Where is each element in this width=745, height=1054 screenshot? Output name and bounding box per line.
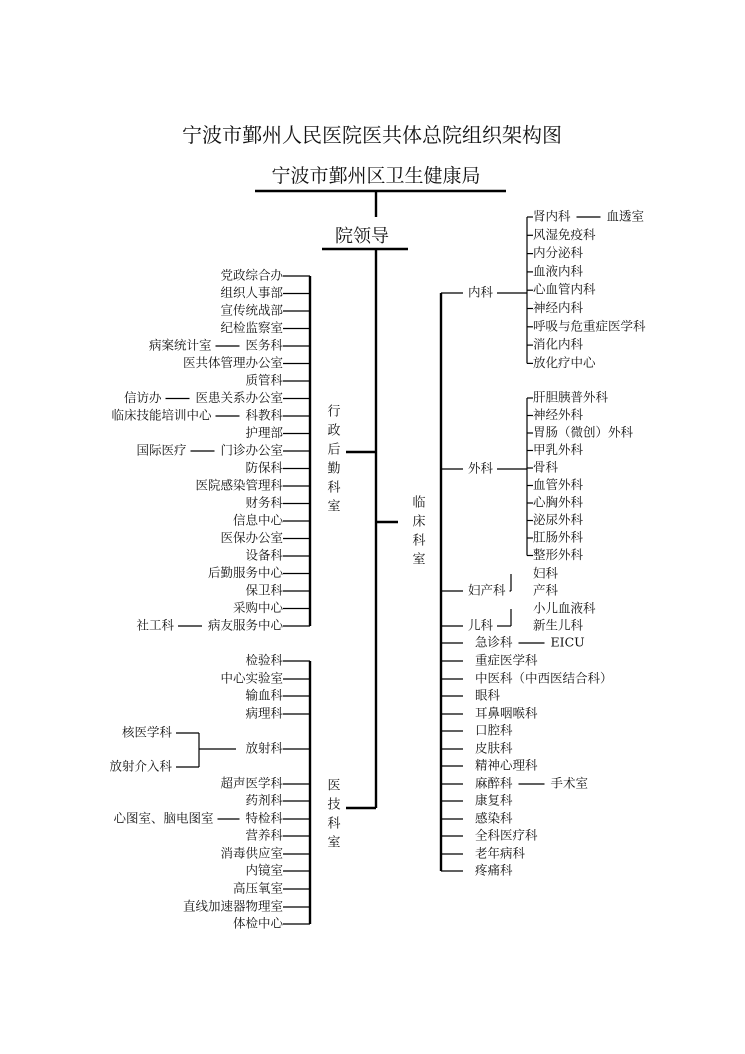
admin-item: 医保办公室 (220, 530, 283, 545)
tech-item: 检验科 (245, 652, 283, 668)
admin-item: 宣传统战部 (220, 302, 283, 318)
clinical-subitem: 血管外科 (533, 477, 584, 492)
clinical-item: 儿科 (468, 617, 494, 633)
tech-item: 病理科 (245, 705, 283, 721)
admin-item: 防保科 (245, 460, 283, 475)
tech-dept-label-char: 医 (327, 778, 341, 794)
clinical-item: 内科 (468, 284, 494, 300)
tech-item: 消毒供应室 (220, 845, 283, 861)
admin-item: 医共体管理办公室 (182, 355, 283, 370)
clinical-item: 外科 (468, 460, 494, 476)
tech-item: 体检中心 (232, 915, 283, 931)
clinical-subitem: 新生儿科 (533, 617, 584, 633)
tech-group-item: 放射介入科 (109, 758, 172, 774)
node-labels (109, 209, 646, 931)
admin-item: 设备科 (245, 547, 283, 563)
clinical-subitem: 妇科 (533, 565, 559, 581)
admin-side-item: 病案统计室 (148, 337, 212, 353)
admin-side-item: 社工科 (136, 617, 174, 633)
admin-item: 医患关系办公室 (195, 390, 283, 405)
clinical-item: 精神心理科 (475, 757, 538, 773)
admin-dept-label-char: 勤 (327, 461, 341, 477)
admin-item: 信息中心 (232, 512, 283, 528)
admin-item: 组织人事部 (220, 285, 283, 300)
leadership-label: 院领导 (335, 226, 389, 247)
clinical-subitem: 消化内科 (533, 336, 584, 352)
admin-item: 科教科 (245, 407, 283, 423)
clinical-item: 眼科 (475, 687, 501, 703)
admin-dept-label-char: 室 (327, 499, 341, 515)
admin-dept-label-char: 科 (327, 480, 341, 496)
admin-item: 党政综合办 (220, 267, 283, 283)
admin-item: 医务科 (245, 337, 283, 353)
clinical-subitem: 血液内科 (533, 263, 584, 279)
clinical-subitem: 心胸外科 (533, 494, 584, 510)
clinical-item: 感染科 (475, 810, 513, 826)
clinical-side-item: 手术室 (550, 775, 589, 791)
clinical-item: 耳鼻咽喉科 (475, 705, 538, 721)
clinical-item: 急诊科 (475, 634, 513, 650)
clinical-subitem: 神经内科 (533, 300, 584, 315)
admin-dept-label-char: 后 (327, 442, 341, 458)
clinical-item: 妇产科 (468, 582, 506, 598)
clinical-side-item: EICU (550, 634, 585, 650)
tech-item: 内镜室 (245, 862, 283, 878)
admin-item: 纪检监察室 (220, 320, 283, 335)
tech-item: 高压氧室 (232, 880, 283, 896)
clinical-item: 中医科（中西医结合科） (475, 670, 613, 686)
clinical-item: 全科医疗科 (475, 827, 538, 843)
tech-dept-label-char: 科 (327, 816, 341, 832)
clinical-item: 疼痛科 (475, 862, 513, 878)
admin-side-item: 国际医疗 (136, 442, 187, 458)
admin-item: 采购中心 (232, 600, 283, 615)
clinical-subitem: 呼吸与危重症医学科 (533, 318, 646, 334)
clinical-item: 重症医学科 (475, 652, 538, 668)
admin-item: 病友服务中心 (207, 617, 283, 633)
admin-side-item: 信访办 (123, 390, 162, 405)
admin-dept-label-char: 政 (327, 423, 341, 439)
clinical-dept-label-char: 科 (412, 533, 426, 549)
tech-item: 特检科 (245, 810, 283, 826)
admin-item: 后勤服务中心 (207, 565, 283, 580)
clinical-subitem: 肛肠外科 (533, 529, 584, 545)
tech-item: 中心实验室 (220, 670, 283, 686)
tech-dept-label-char: 室 (327, 835, 341, 851)
admin-item: 质管科 (245, 372, 283, 388)
clinical-dept-label-char: 室 (412, 552, 426, 568)
tech-dept-label-char: 技 (327, 797, 341, 813)
tech-item: 超声医学科 (220, 775, 283, 791)
clinical-dept-label-char: 床 (412, 514, 426, 530)
admin-item: 保卫科 (245, 582, 283, 598)
clinical-subitem: 放化疗中心 (533, 354, 596, 370)
tech-side-item: 心图室、脑电图室 (113, 810, 214, 826)
tech-item: 药剂科 (245, 792, 283, 808)
clinical-subitem: 胃肠（微创）外科 (533, 424, 634, 440)
admin-item: 医院感染管理科 (195, 477, 283, 493)
clinical-subitem: 小儿血液科 (533, 600, 596, 616)
clinical-subitem: 整形外科 (533, 547, 584, 562)
admin-item: 门诊办公室 (220, 442, 283, 458)
clinical-subitem: 泌尿外科 (533, 512, 584, 527)
admin-item: 财务科 (245, 495, 283, 510)
tech-item: 输血科 (245, 687, 283, 703)
tech-group-item: 核医学科 (121, 724, 172, 740)
clinical-side-item: 血透室 (606, 208, 645, 224)
clinical-subitem: 甲乳外科 (533, 442, 584, 457)
clinical-subitem: 肝胆胰普外科 (533, 389, 609, 405)
tech-item: 放射科 (245, 740, 283, 756)
bureau-box-label: 宁波市鄞州区卫生健康局 (271, 165, 481, 187)
clinical-dept-label-char: 临 (412, 495, 426, 511)
tech-item: 直线加速器物理室 (182, 898, 283, 914)
clinical-subitem: 心血管内科 (533, 281, 596, 297)
chart-title: 宁波市鄞州人民医院医共体总院组织架构图 (182, 123, 562, 147)
admin-dept-label-char: 行 (327, 404, 341, 420)
clinical-item: 皮肤科 (475, 740, 513, 756)
clinical-item: 口腔科 (475, 722, 513, 738)
clinical-item: 康复科 (475, 792, 513, 808)
admin-side-item: 临床技能培训中心 (111, 407, 212, 423)
tech-item: 营养科 (245, 827, 283, 843)
admin-item: 护理部 (245, 425, 283, 440)
clinical-subitem: 内分泌科 (533, 245, 584, 261)
clinical-item: 老年病科 (475, 845, 526, 861)
clinical-item: 麻醉科 (475, 775, 513, 791)
clinical-subitem: 骨科 (533, 459, 559, 475)
clinical-subitem: 产科 (533, 582, 559, 598)
clinical-subitem: 肾内科 (533, 208, 571, 224)
clinical-subitem: 风湿免疫科 (533, 226, 596, 242)
clinical-subitem: 神经外科 (533, 407, 584, 422)
